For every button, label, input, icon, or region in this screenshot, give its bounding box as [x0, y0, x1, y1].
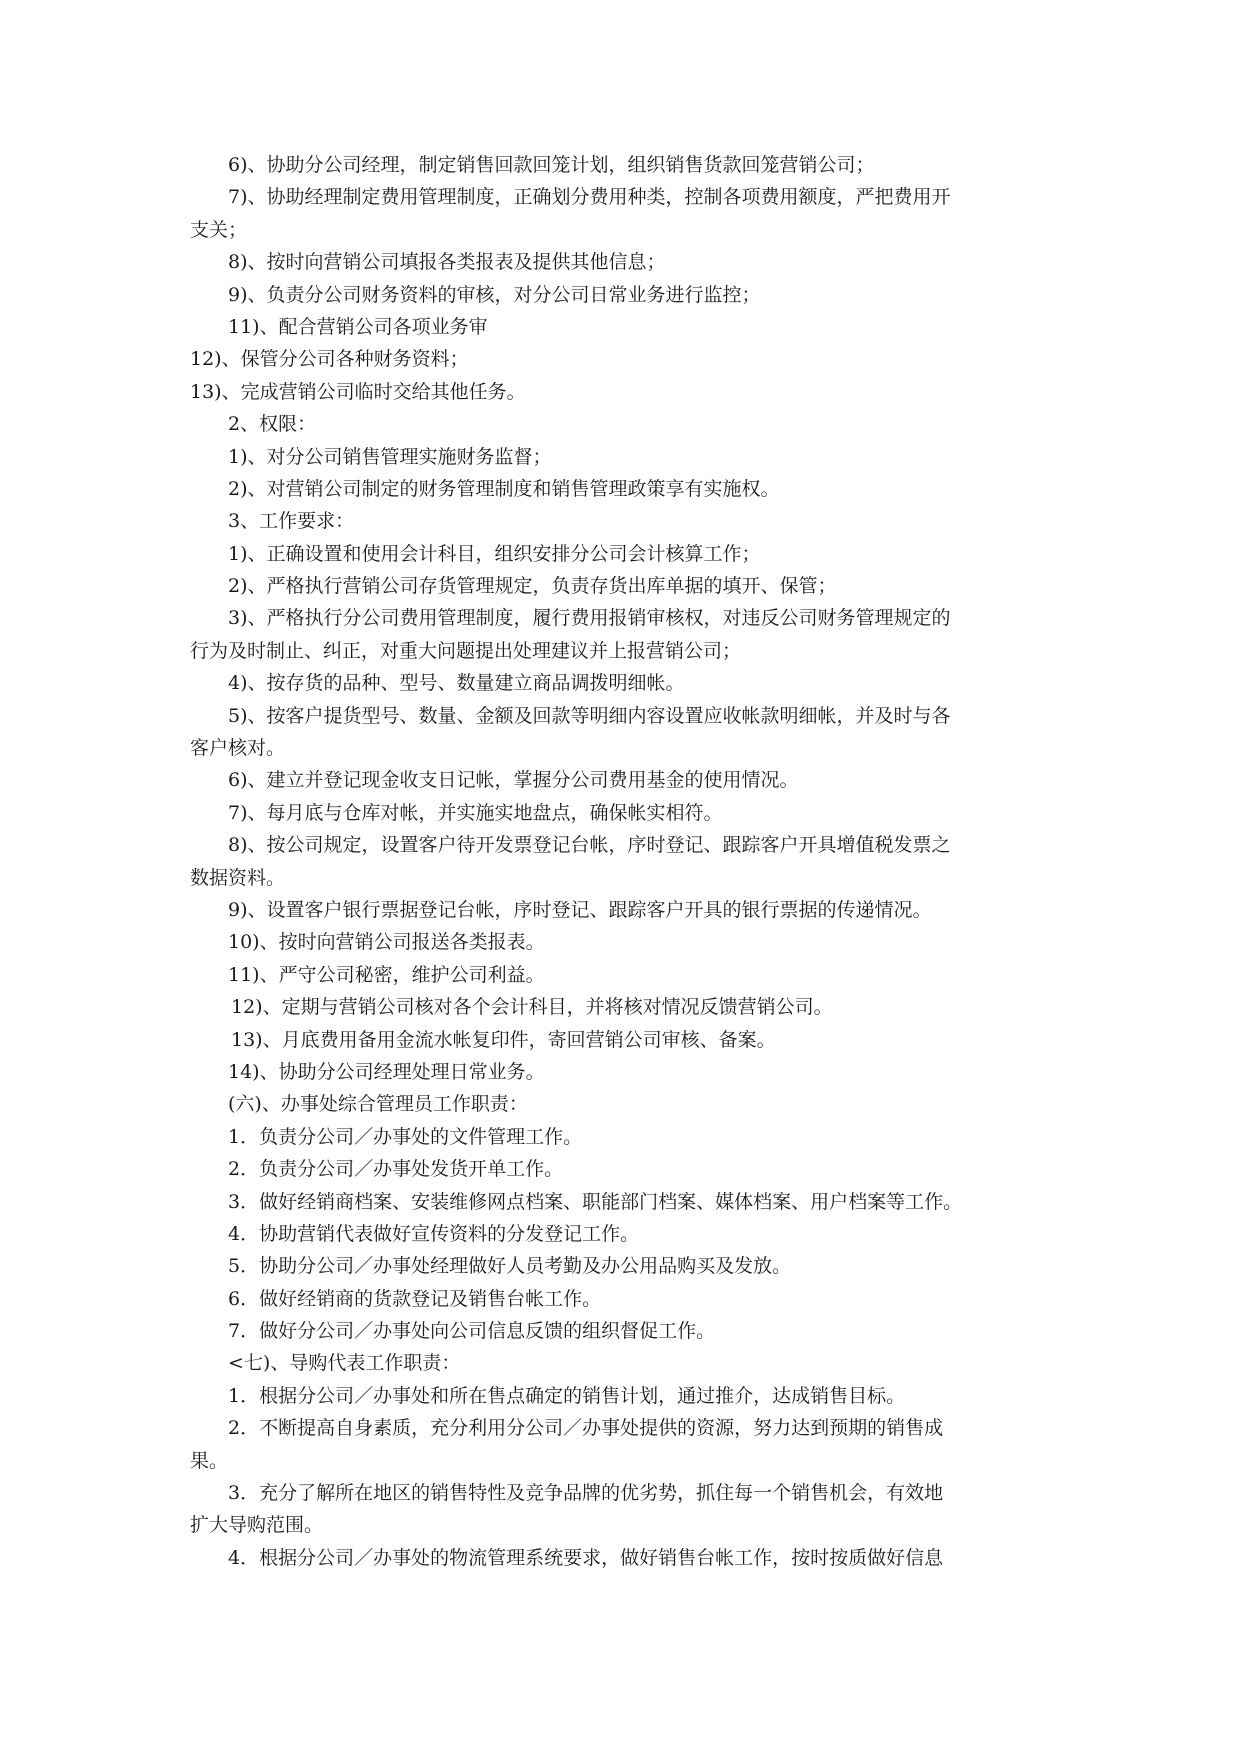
text-line: 7)、每月底与仓库对帐，并实施实地盘点，确保帐实相符。 — [228, 801, 723, 824]
text-line: 支关； — [190, 218, 248, 241]
text-line: 9)、负责分公司财务资料的审核，对分公司日常业务进行监控； — [228, 283, 761, 306]
text-line: 5)、按客户提货型号、数量、金额及回款等明细内容设置应收帐款明细帐，并及时与各 — [228, 704, 951, 727]
text-line: 扩大导购范围。 — [190, 1514, 324, 1537]
text-line: 1)、对分公司销售管理实施财务监督； — [228, 445, 552, 468]
text-line: 12)、定期与营销公司核对各个会计科目，并将核对情况反馈营销公司。 — [231, 996, 833, 1019]
text-line: 13)、完成营销公司临时交给其他任务。 — [190, 380, 526, 403]
text-line: 2)、对营销公司制定的财务管理制度和销售管理政策享有实施权。 — [228, 477, 780, 500]
text-line: 行为及时制止、纠正，对重大问题提出处理建议并上报营销公司； — [190, 639, 742, 662]
text-line: 1．负责分公司／办事处的文件管理工作。 — [228, 1125, 583, 1148]
text-line: 8)、按时向营销公司填报各类报表及提供其他信息； — [228, 251, 666, 274]
text-line: 3．充分了解所在地区的销售特性及竞争品牌的优劣势，抓住每一个销售机会，有效地 — [228, 1482, 944, 1505]
text-line: 13)、月底费用备用金流水帐复印件，寄回营销公司审核、备案。 — [231, 1028, 776, 1051]
text-line: 2．负责分公司／办事处发货开单工作。 — [228, 1158, 564, 1181]
text-line: 4．根据分公司／办事处的物流管理系统要求，做好销售台帐工作，按时按质做好信息 — [228, 1546, 944, 1569]
text-line: 6)、建立并登记现金收支日记帐，掌握分公司费用基金的使用情况。 — [228, 769, 799, 792]
text-line: 3、工作要求： — [228, 510, 355, 533]
text-line: 4．协助营销代表做好宣传资料的分发登记工作。 — [228, 1222, 640, 1245]
text-line: 12)、保管分公司各种财务资料； — [190, 348, 469, 371]
text-line: 7)、协助经理制定费用管理制度，正确划分费用种类，控制各项费用额度，严把费用开 — [228, 186, 951, 209]
text-line: 3．做好经销商档案、安装维修网点档案、职能部门档案、媒体档案、用户档案等工作。 — [228, 1190, 963, 1213]
text-line: 6)、协助分公司经理，制定销售回款回笼计划，组织销售货款回笼营销公司； — [228, 154, 875, 176]
text-line: <七)、导购代表工作职责： — [228, 1352, 461, 1375]
text-line: 4)、按存货的品种、型号、数量建立商品调拨明细帐。 — [228, 672, 685, 695]
text-line: 8)、按公司规定，设置客户待开发票登记台帐，序时登记、跟踪客户开具增值税发票之 — [228, 834, 951, 857]
text-line: (六)、办事处综合管理员工作职责： — [228, 1093, 528, 1116]
text-line: 2．不断提高自身素质，充分利用分公司／办事处提供的资源，努力达到预期的销售成 — [228, 1417, 944, 1440]
text-line: 11)、严守公司秘密，维护公司利益。 — [228, 963, 545, 986]
text-line: 2、权限： — [228, 413, 317, 436]
document-body — [190, 149, 1070, 1574]
text-line: 果。 — [190, 1449, 229, 1472]
text-line: 数据资料。 — [190, 866, 286, 889]
text-line: 5．协助分公司／办事处经理做好人员考勤及办公用品购买及发放。 — [228, 1255, 792, 1278]
text-line: 1)、正确设置和使用会计科目，组织安排分公司会计核算工作； — [228, 542, 761, 565]
text-line: 14)、协助分公司经理处理日常业务。 — [228, 1060, 545, 1083]
text-line: 10)、按时向营销公司报送各类报表。 — [228, 931, 545, 954]
text-line: 11)、配合营销公司各项业务审 — [228, 315, 488, 338]
text-line: 7．做好分公司／办事处向公司信息反馈的组织督促工作。 — [228, 1320, 716, 1343]
text-line: 客户核对。 — [190, 737, 286, 760]
text-line: 2)、严格执行营销公司存货管理规定，负责存货出库单据的填开、保管； — [228, 575, 837, 598]
text-line: 6．做好经销商的货款登记及销售台帐工作。 — [228, 1287, 602, 1310]
text-line: 3)、严格执行分公司费用管理制度，履行费用报销审核权，对违反公司财务管理规定的 — [228, 607, 951, 630]
text-line: 1．根据分公司／办事处和所在售点确定的销售计划，通过推介，达成销售目标。 — [228, 1384, 906, 1407]
text-line: 9)、设置客户银行票据登记台帐，序时登记、跟踪客户开具的银行票据的传递情况。 — [228, 898, 932, 921]
